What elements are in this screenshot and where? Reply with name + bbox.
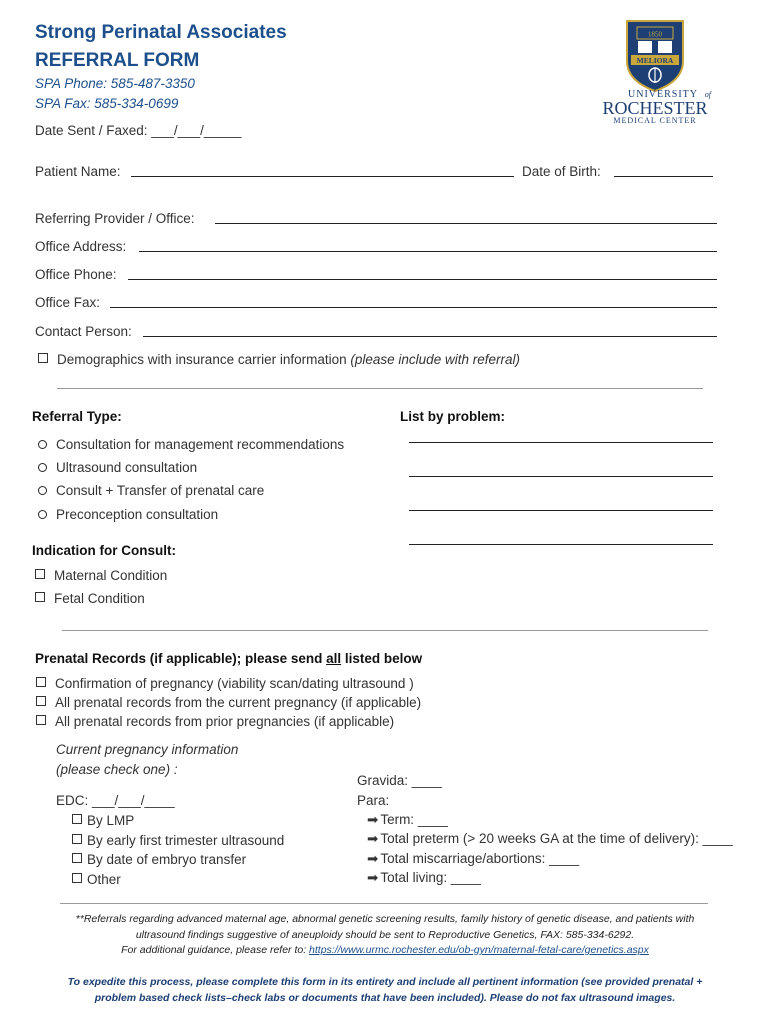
expedite-note-2: problem based check lists–check labs or documents that have been included). Please do not fax ultrasound images.: [94, 992, 676, 1004]
genetics-link[interactable]: https://www.urmc.rochester.edu/ob-gyn/maternal-fetal-care/genetics.aspx: [309, 944, 649, 956]
list-by-problem-heading: List by problem:: [400, 409, 506, 424]
logo-university: UNIVERSITY: [628, 89, 698, 100]
para-item[interactable]: ➡ Total preterm (> 20 weeks GA at the time of delivery): ____: [367, 831, 733, 846]
date-sent-field[interactable]: Date Sent / Faxed: ___/___/_____: [35, 123, 242, 138]
checkbox[interactable]: [72, 873, 82, 883]
logo-motto: MELIORA: [636, 56, 674, 65]
checkbox[interactable]: [72, 814, 82, 824]
para-label: Para:: [357, 793, 390, 808]
edc-field[interactable]: EDC: ___/___/____: [56, 793, 175, 808]
checkbox[interactable]: [36, 715, 46, 725]
indication-option[interactable]: Fetal Condition: [35, 591, 145, 606]
divider: [57, 388, 703, 389]
problem-line-3[interactable]: [409, 510, 713, 511]
referring-provider-input[interactable]: [215, 223, 717, 224]
checkbox[interactable]: [35, 592, 45, 602]
problem-line-2[interactable]: [409, 476, 713, 477]
indication-heading: Indication for Consult:: [32, 543, 176, 558]
referral-type-heading: Referral Type:: [32, 409, 122, 424]
checkbox[interactable]: [35, 569, 45, 579]
record-item[interactable]: All prenatal records from the current pregnancy (if applicable): [36, 695, 421, 710]
arrow-right-icon: ➡: [367, 831, 379, 846]
office-address-label: Office Address:: [35, 239, 127, 254]
contact-person-label: Contact Person:: [35, 324, 132, 339]
logo-rochester: ROCHESTER: [602, 98, 708, 118]
gravida-field[interactable]: Gravida: ____: [357, 773, 442, 788]
radio-icon[interactable]: [38, 486, 47, 495]
spa-phone: SPA Phone: 585-487-3350: [35, 76, 195, 91]
demographics-checkbox[interactable]: [38, 353, 48, 363]
arrow-right-icon: ➡: [367, 851, 379, 866]
para-item[interactable]: ➡ Total living: ____: [367, 870, 481, 885]
records-heading: Prenatal Records (if applicable); please send all listed below: [35, 651, 423, 666]
referral-note-1: **Referrals regarding advanced maternal age, abnormal genetic screening results, family history of genetic disease, and patients with: [75, 913, 695, 925]
org-name: Strong Perinatal Associates: [35, 22, 287, 43]
referral-option[interactable]: Ultrasound consultation: [38, 460, 197, 475]
record-item[interactable]: Confirmation of pregnancy (viability scan/dating ultrasound ): [36, 676, 414, 691]
dob-label: Date of Birth:: [522, 164, 601, 179]
office-phone-input[interactable]: [128, 279, 717, 280]
expedite-note-1: To expedite this process, please complete this form in its entirety and include all pertinent information (see provided prenatal +: [67, 976, 703, 988]
checkbox[interactable]: [36, 696, 46, 706]
divider: [60, 903, 708, 904]
current-pregnancy-label: Current pregnancy information: [56, 742, 239, 757]
checkbox[interactable]: [36, 677, 46, 687]
edc-option[interactable]: By LMP: [72, 813, 134, 828]
contact-person-input[interactable]: [143, 336, 717, 337]
referral-option[interactable]: Consultation for management recommendations: [38, 437, 344, 452]
university-logo: [585, 15, 725, 127]
divider: [62, 630, 708, 631]
crest-icon: [585, 15, 725, 127]
record-item[interactable]: All prenatal records from prior pregnancies (if applicable): [36, 714, 394, 729]
referral-note-3: For additional guidance, please refer to: https://www.urmc.rochester.edu/ob-gyn/maternal-fetal-care/genetics.aspx: [121, 944, 649, 956]
check-one-label: (please check one) :: [56, 762, 178, 777]
checkbox[interactable]: [72, 853, 82, 863]
arrow-right-icon: ➡: [367, 812, 379, 827]
logo-year: 1850: [648, 30, 662, 39]
checkbox[interactable]: [72, 834, 82, 844]
form-title: REFERRAL FORM: [35, 50, 200, 71]
logo-of: of: [704, 90, 711, 99]
referral-option[interactable]: Preconception consultation: [38, 507, 218, 522]
patient-name-label: Patient Name:: [35, 164, 121, 179]
para-item[interactable]: ➡ Term: ____: [367, 812, 448, 827]
spa-fax: SPA Fax: 585-334-0699: [35, 96, 179, 111]
radio-icon[interactable]: [38, 463, 47, 472]
arrow-right-icon: ➡: [367, 870, 379, 885]
edc-option[interactable]: By early first trimester ultrasound: [72, 833, 284, 848]
para-item[interactable]: ➡ Total miscarriage/abortions: ____: [367, 851, 580, 866]
patient-name-input[interactable]: [131, 176, 514, 177]
dob-input[interactable]: [614, 176, 713, 177]
logo-medical-center: MEDICAL CENTER: [613, 116, 697, 125]
indication-option[interactable]: Maternal Condition: [35, 568, 167, 583]
office-fax-input[interactable]: [110, 307, 717, 308]
referral-note-2: ultrasound findings suggestive of aneuploidy should be sent to Reproductive Genetics, FAX: 585-334-6292.: [135, 929, 635, 941]
referral-option[interactable]: Consult + Transfer of prenatal care: [38, 483, 264, 498]
office-fax-label: Office Fax:: [35, 295, 101, 310]
edc-option[interactable]: Other: [72, 872, 121, 887]
demographics-note: (please include with referral): [350, 352, 520, 367]
problem-line-1[interactable]: [409, 442, 713, 443]
radio-icon[interactable]: [38, 510, 47, 519]
demographics-text: Demographics with insurance carrier information: [57, 352, 347, 367]
office-phone-label: Office Phone:: [35, 267, 117, 282]
referring-provider-label: Referring Provider / Office:: [35, 211, 195, 226]
edc-option[interactable]: By date of embryo transfer: [72, 852, 246, 867]
office-address-input[interactable]: [139, 251, 717, 252]
radio-icon[interactable]: [38, 440, 47, 449]
demographics-row: [38, 352, 520, 367]
problem-line-4[interactable]: [409, 544, 713, 545]
